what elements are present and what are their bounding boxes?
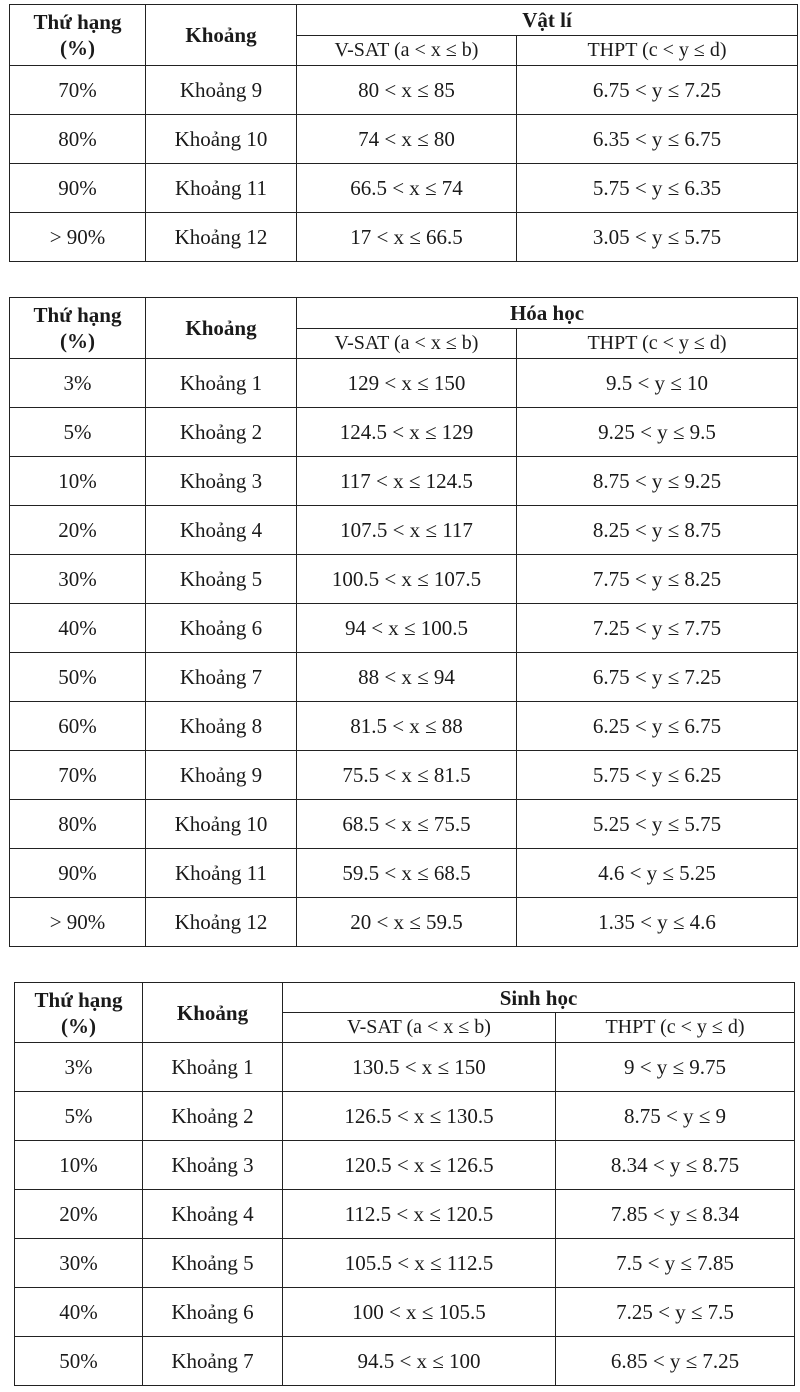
rank-cell: > 90% [10,898,146,947]
range-cell: Khoảng 8 [146,702,297,751]
vsat-cell: 68.5 < x ≤ 75.5 [297,800,517,849]
range-cell: Khoảng 9 [146,66,297,115]
table-row [15,1288,795,1337]
rank-cell: 60% [10,702,146,751]
range-cell: Khoảng 1 [143,1043,283,1092]
table-row [10,555,798,604]
rank-header-line1: Thứ hạng [33,303,122,327]
rank-header [15,983,143,1043]
rank-header-line1: Thứ hạng [34,987,123,1012]
table-row [10,506,798,555]
rank-cell: 5% [10,408,146,457]
rank-cell: 80% [10,115,146,164]
vsat-cell: 94.5 < x ≤ 100 [283,1337,556,1386]
score-table-hoa-hoc [9,297,798,947]
range-cell: Khoảng 2 [143,1092,283,1141]
rank-cell: 3% [10,359,146,408]
range-cell: Khoảng 5 [146,555,297,604]
thpt-cell: 7.5 < y ≤ 7.85 [556,1239,795,1288]
thpt-cell: 6.25 < y ≤ 6.75 [517,702,798,751]
table-header-row [10,298,798,329]
range-cell: Khoảng 9 [146,751,297,800]
rank-cell: 20% [15,1190,143,1239]
table-row [10,702,798,751]
vsat-cell: 81.5 < x ≤ 88 [297,702,517,751]
range-cell: Khoảng 5 [143,1239,283,1288]
thpt-cell: 9 < y ≤ 9.75 [556,1043,795,1092]
rank-cell: 70% [10,751,146,800]
vsat-header: V-SAT (a < x ≤ b) [297,36,517,66]
thpt-header: THPT (c < y ≤ d) [517,329,798,359]
thpt-cell: 3.05 < y ≤ 5.75 [517,213,798,262]
thpt-header: THPT (c < y ≤ d) [517,36,798,66]
range-cell: Khoảng 11 [146,164,297,213]
vsat-cell: 117 < x ≤ 124.5 [297,457,517,506]
table-row [10,66,798,115]
thpt-cell: 9.25 < y ≤ 9.5 [517,408,798,457]
vsat-cell: 17 < x ≤ 66.5 [297,213,517,262]
score-table-sinh-hoc [14,982,795,1386]
rank-cell: 90% [10,164,146,213]
rank-cell: 50% [15,1337,143,1386]
rank-cell: > 90% [10,213,146,262]
table-row [10,751,798,800]
table-row [10,653,798,702]
thpt-cell: 6.75 < y ≤ 7.25 [517,653,798,702]
table-header-row [10,5,798,36]
thpt-cell: 5.25 < y ≤ 5.75 [517,800,798,849]
vsat-cell: 75.5 < x ≤ 81.5 [297,751,517,800]
table-row [15,1337,795,1386]
thpt-cell: 1.35 < y ≤ 4.6 [517,898,798,947]
vsat-cell: 100 < x ≤ 105.5 [283,1288,556,1337]
thpt-cell: 7.75 < y ≤ 8.25 [517,555,798,604]
range-cell: Khoảng 6 [143,1288,283,1337]
thpt-cell: 6.35 < y ≤ 6.75 [517,115,798,164]
table-row [10,898,798,947]
thpt-cell: 7.25 < y ≤ 7.75 [517,604,798,653]
thpt-cell: 8.75 < y ≤ 9 [556,1092,795,1141]
table-row [10,457,798,506]
table-row [10,604,798,653]
vsat-header: V-SAT (a < x ≤ b) [283,1013,556,1043]
table-row [10,849,798,898]
rank-cell: 90% [10,849,146,898]
subject-header: Sinh học [283,983,795,1013]
table-row [15,1190,795,1239]
thpt-header: THPT (c < y ≤ d) [556,1013,795,1043]
rank-cell: 10% [15,1141,143,1190]
vsat-cell: 100.5 < x ≤ 107.5 [297,555,517,604]
score-table-vat-li [9,4,798,262]
vsat-cell: 130.5 < x ≤ 150 [283,1043,556,1092]
rank-cell: 30% [10,555,146,604]
rank-header-line2: (%) [60,329,95,353]
range-header: Khoảng [146,5,297,66]
table-row [10,359,798,408]
thpt-cell: 8.34 < y ≤ 8.75 [556,1141,795,1190]
table-row [15,1092,795,1141]
range-header: Khoảng [146,298,297,359]
range-cell: Khoảng 10 [146,800,297,849]
range-cell: Khoảng 10 [146,115,297,164]
rank-cell: 40% [15,1288,143,1337]
range-cell: Khoảng 3 [143,1141,283,1190]
rank-header [10,298,146,359]
table-row [10,213,798,262]
table-row [10,164,798,213]
range-cell: Khoảng 1 [146,359,297,408]
table-row [15,1043,795,1092]
rank-cell: 50% [10,653,146,702]
vsat-cell: 80 < x ≤ 85 [297,66,517,115]
rank-cell: 30% [15,1239,143,1288]
rank-cell: 20% [10,506,146,555]
table-header-row [15,983,795,1013]
range-cell: Khoảng 7 [146,653,297,702]
subject-header: Hóa học [297,298,798,329]
range-cell: Khoảng 12 [146,898,297,947]
range-cell: Khoảng 3 [146,457,297,506]
vsat-cell: 112.5 < x ≤ 120.5 [283,1190,556,1239]
thpt-cell: 9.5 < y ≤ 10 [517,359,798,408]
table-row [15,1141,795,1190]
rank-cell: 3% [15,1043,143,1092]
rank-cell: 80% [10,800,146,849]
vsat-header: V-SAT (a < x ≤ b) [297,329,517,359]
range-cell: Khoảng 7 [143,1337,283,1386]
rank-header-line1: Thứ hạng [33,10,122,34]
vsat-cell: 88 < x ≤ 94 [297,653,517,702]
vsat-cell: 124.5 < x ≤ 129 [297,408,517,457]
table-row [10,115,798,164]
thpt-cell: 8.75 < y ≤ 9.25 [517,457,798,506]
rank-header [10,5,146,66]
vsat-cell: 94 < x ≤ 100.5 [297,604,517,653]
subject-header: Vật lí [297,5,798,36]
thpt-cell: 8.25 < y ≤ 8.75 [517,506,798,555]
range-cell: Khoảng 4 [146,506,297,555]
rank-cell: 40% [10,604,146,653]
rank-cell: 5% [15,1092,143,1141]
rank-header-line2: (%) [61,1013,96,1038]
table-row [15,1239,795,1288]
vsat-cell: 20 < x ≤ 59.5 [297,898,517,947]
thpt-cell: 5.75 < y ≤ 6.25 [517,751,798,800]
rank-cell: 10% [10,457,146,506]
range-cell: Khoảng 11 [146,849,297,898]
vsat-cell: 74 < x ≤ 80 [297,115,517,164]
table-row [10,408,798,457]
range-header: Khoảng [143,983,283,1043]
rank-cell: 70% [10,66,146,115]
vsat-cell: 66.5 < x ≤ 74 [297,164,517,213]
vsat-cell: 129 < x ≤ 150 [297,359,517,408]
range-cell: Khoảng 2 [146,408,297,457]
rank-header-line2: (%) [60,36,95,60]
range-cell: Khoảng 12 [146,213,297,262]
thpt-cell: 5.75 < y ≤ 6.35 [517,164,798,213]
vsat-cell: 105.5 < x ≤ 112.5 [283,1239,556,1288]
range-cell: Khoảng 4 [143,1190,283,1239]
thpt-cell: 4.6 < y ≤ 5.25 [517,849,798,898]
table-row [10,800,798,849]
thpt-cell: 6.85 < y ≤ 7.25 [556,1337,795,1386]
thpt-cell: 6.75 < y ≤ 7.25 [517,66,798,115]
thpt-cell: 7.25 < y ≤ 7.5 [556,1288,795,1337]
thpt-cell: 7.85 < y ≤ 8.34 [556,1190,795,1239]
range-cell: Khoảng 6 [146,604,297,653]
vsat-cell: 107.5 < x ≤ 117 [297,506,517,555]
vsat-cell: 59.5 < x ≤ 68.5 [297,849,517,898]
vsat-cell: 126.5 < x ≤ 130.5 [283,1092,556,1141]
vsat-cell: 120.5 < x ≤ 126.5 [283,1141,556,1190]
